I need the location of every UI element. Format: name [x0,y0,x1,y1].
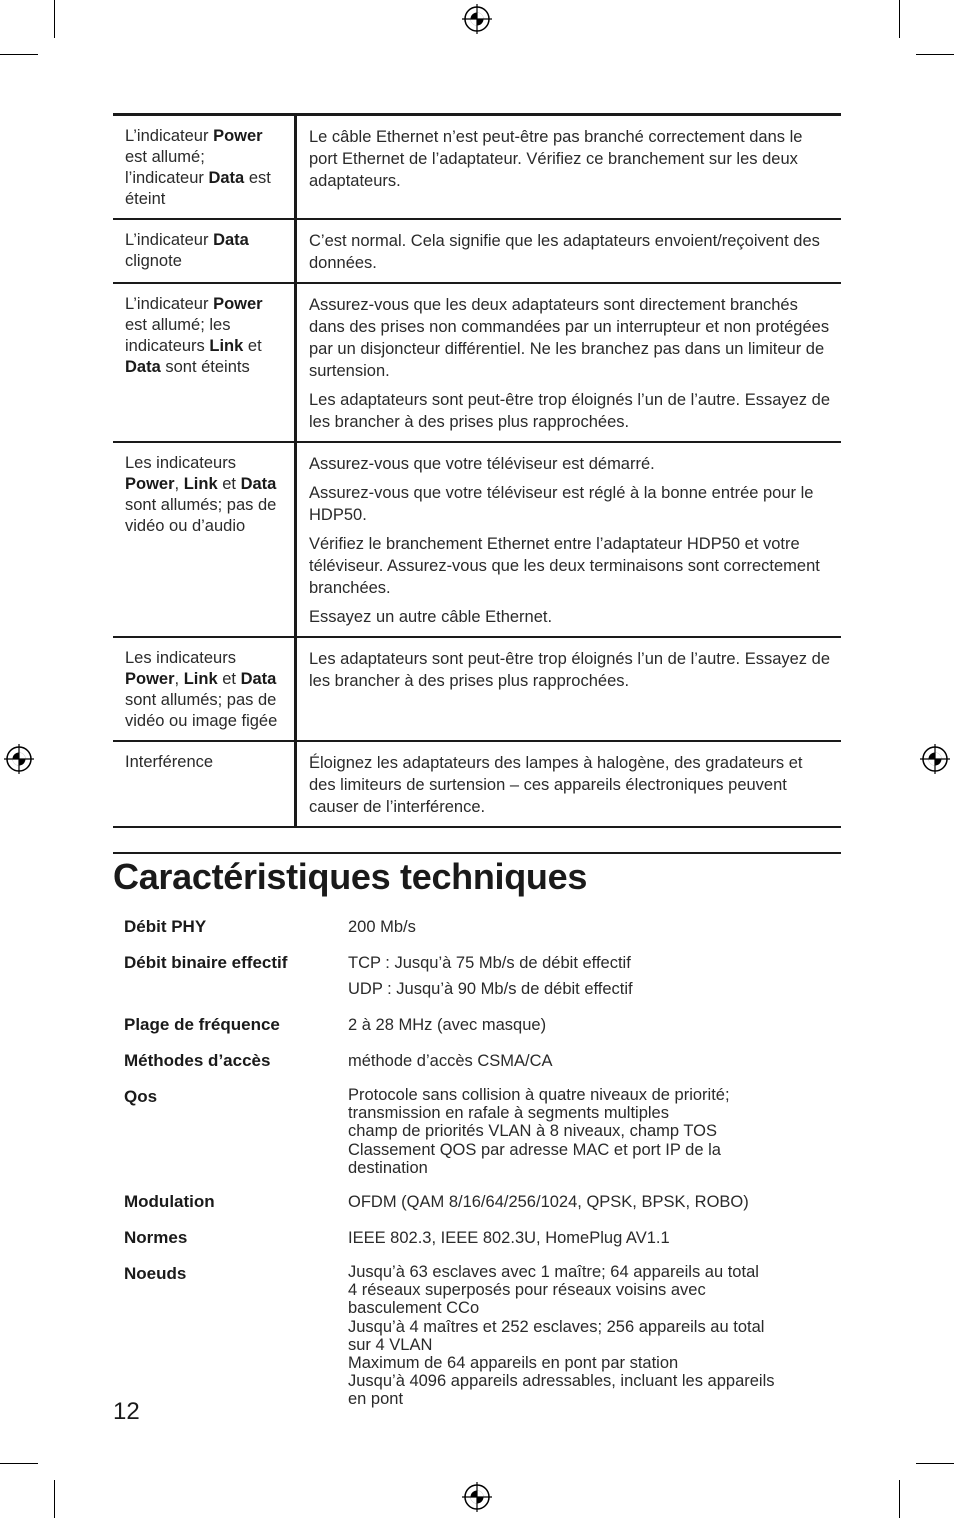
remedy-text: Les adaptateurs sont peut-être trop éloignés l’un de l’autre. Essayez de les brancher à des prises plus rapprochées. [309,650,830,690]
indicator-name: Data [240,475,277,493]
spec-row [124,1086,824,1177]
remedy-text: Essayez un autre câble Ethernet. [309,608,553,626]
indicator-name: Power [213,295,263,313]
table-row [113,443,841,638]
table-row [113,220,841,284]
indicator-name: Data [213,231,249,249]
table-row [113,742,841,828]
symptom-text: L’indicateur [125,127,214,145]
crop-mark-top-left-h [0,54,38,55]
symptom-text: et [217,475,241,493]
spec-value-line: en pont [348,1390,404,1409]
symptom-text: sont éteints [160,358,250,376]
symptom-text: est allumé; les indicateurs [125,316,231,355]
spec-value-line: 4 réseaux superposés pour réseaux voisins avec [348,1281,706,1300]
spec-value-line: 200 Mb/s [348,918,416,936]
spec-value-line: destination [348,1158,428,1177]
section-divider [113,852,841,854]
spec-row [124,1191,824,1213]
symptom-text: sont allumés; pas de vidéo ou image figée [125,691,278,730]
symptom-text: Interférence [125,753,214,771]
symptom-cell [113,742,297,826]
symptom-cell [113,116,297,218]
spec-label: Débit PHY [124,917,207,936]
indicator-name: Power [125,475,175,493]
crop-mark-top-left-v [54,0,55,38]
spec-row [124,952,824,1000]
table-row [113,284,841,443]
spec-value-line: UDP : Jusqu’à 90 Mb/s de débit effectif [348,980,633,998]
symptom-cell [113,284,297,441]
symptom-cell [113,443,297,636]
crop-mark-bottom-right-h [916,1463,954,1464]
crop-mark-bottom-left-h [0,1463,38,1464]
indicator-name: Power [213,127,263,145]
remedy-cell [297,638,841,740]
spec-label: Débit binaire effectif [124,953,288,972]
section-title: Caractéristiques techniques [113,856,588,897]
spec-row [124,1263,824,1409]
remedy-text: Éloignez les adaptateurs des lampes à halogène, des gradateurs et des limiteurs de surtension – ces appareils électroniques peuvent causer de l’interférence. [309,754,803,816]
symptom-text: , [174,475,184,493]
spec-value-line: Jusqu’à 4096 appareils adressables, incluant les appareils [348,1372,775,1391]
spec-label: Plage de fréquence [124,1015,280,1034]
symptom-text: est allumé; l’indicateur [125,148,209,187]
spec-row [124,1050,824,1072]
symptom-text: Les indicateurs [125,649,236,667]
remedy-cell [297,284,841,441]
spec-value-line: OFDM (QAM 8/16/64/256/1024, QPSK, BPSK, ROBO) [348,1193,749,1212]
specifications-list [124,916,824,1423]
symptom-text: , [174,670,184,688]
spec-label: Méthodes d’accès [124,1051,271,1070]
spec-value-line: transmission en rafale à segments multiples [348,1104,669,1123]
troubleshooting-table [113,113,841,828]
symptom-text: clignote [125,252,182,270]
spec-value-line: méthode d’accès CSMA/CA [348,1052,553,1070]
spec-label: Modulation [124,1192,215,1212]
spec-value [348,916,824,938]
crop-mark-bottom-right-v [899,1480,900,1518]
remedy-text: Assurez-vous que votre téléviseur est démarré. [309,455,655,473]
indicator-name: Link [209,337,244,355]
remedy-text: Assurez-vous que les deux adaptateurs sont directement branchés dans des prises non commandées par un interrupteur et non protégées par un disjoncteur différentiel. Ne les branchez pas dans un limiteur de surtension. [309,296,830,380]
spec-row [124,916,824,938]
indicator-name: Link [183,475,218,493]
indicator-name: Link [183,670,218,688]
remedy-text: C’est normal. Cela signifie que les adaptateurs envoient/reçoivent des données. [309,232,820,272]
remedy-cell [297,443,841,636]
remedy-text: Assurez-vous que votre téléviseur est réglé à la bonne entrée pour le HDP50. [309,484,814,524]
remedy-text: Vérifiez le branchement Ethernet entre l’adaptateur HDP50 et votre téléviseur. Assurez-vous que les deux terminaisons sont correctement branchées. [309,535,820,597]
table-row [113,638,841,742]
registration-mark-icon [462,1482,492,1512]
registration-mark-icon [4,744,34,774]
spec-value-line: Jusqu’à 4 maîtres et 252 esclaves; 256 appareils au total [348,1317,765,1336]
indicator-name: Data [125,358,161,376]
remedy-text: Le câble Ethernet n’est peut-être pas branché correctement dans le port Ethernet de l’adaptateur. Vérifiez ce branchement sur les deux adaptateurs. [309,128,803,190]
spec-value [348,1263,824,1409]
indicator-name: Data [208,169,245,187]
symptom-text: L’indicateur [125,231,214,249]
symptom-text: Les indicateurs [125,454,236,472]
spec-value-line: 2 à 28 MHz (avec masque) [348,1016,547,1034]
spec-value-line: TCP : Jusqu’à 75 Mb/s de débit effectif [348,954,631,972]
indicator-name: Data [240,670,277,688]
table-row [113,116,841,220]
symptom-text: sont allumés; pas de vidéo ou d’audio [125,496,277,535]
registration-mark-icon [462,4,492,34]
spec-label: Noeuds [124,1264,187,1284]
spec-value-line: basculement CCo [348,1299,480,1318]
indicator-name: Power [125,670,175,688]
registration-mark-icon [920,744,950,774]
page-number: 12 [113,1398,140,1425]
spec-value [348,1050,824,1072]
symptom-cell [113,638,297,740]
spec-value-line: sur 4 VLAN [348,1335,433,1354]
symptom-text: et [243,337,262,355]
symptom-cell [113,220,297,282]
crop-mark-top-right-v [899,0,900,38]
spec-value-line: Jusqu’à 63 esclaves avec 1 maître; 64 appareils au total [348,1263,759,1282]
spec-value-line: Maximum de 64 appareils en pont par station [348,1354,679,1373]
spec-row [124,1227,824,1249]
spec-value [348,1014,824,1036]
remedy-cell [297,742,841,826]
spec-row [124,1014,824,1036]
crop-mark-top-right-h [916,54,954,55]
spec-value [348,1086,824,1177]
crop-mark-bottom-left-v [54,1480,55,1518]
symptom-text: L’indicateur [125,295,214,313]
spec-value-line: champ de priorités VLAN à 8 niveaux, champ TOS [348,1122,717,1141]
spec-label: Qos [124,1087,158,1106]
remedy-cell [297,220,841,282]
remedy-text: Les adaptateurs sont peut-être trop éloignés l’un de l’autre. Essayez de les brancher à des prises plus rapprochées. [309,391,830,431]
spec-value-line: Protocole sans collision à quatre niveaux de priorité; [348,1086,730,1104]
symptom-text: et [217,670,241,688]
spec-value-line: Classement QOS par adresse MAC et port IP de la [348,1140,721,1159]
spec-label: Normes [124,1228,188,1248]
spec-value [348,1191,824,1213]
spec-value [348,1227,824,1249]
spec-value [348,952,824,1000]
symptom-text: est éteint [125,169,271,208]
spec-value-line: IEEE 802.3, IEEE 802.3U, HomePlug AV1.1 [348,1229,670,1248]
remedy-cell [297,116,841,218]
